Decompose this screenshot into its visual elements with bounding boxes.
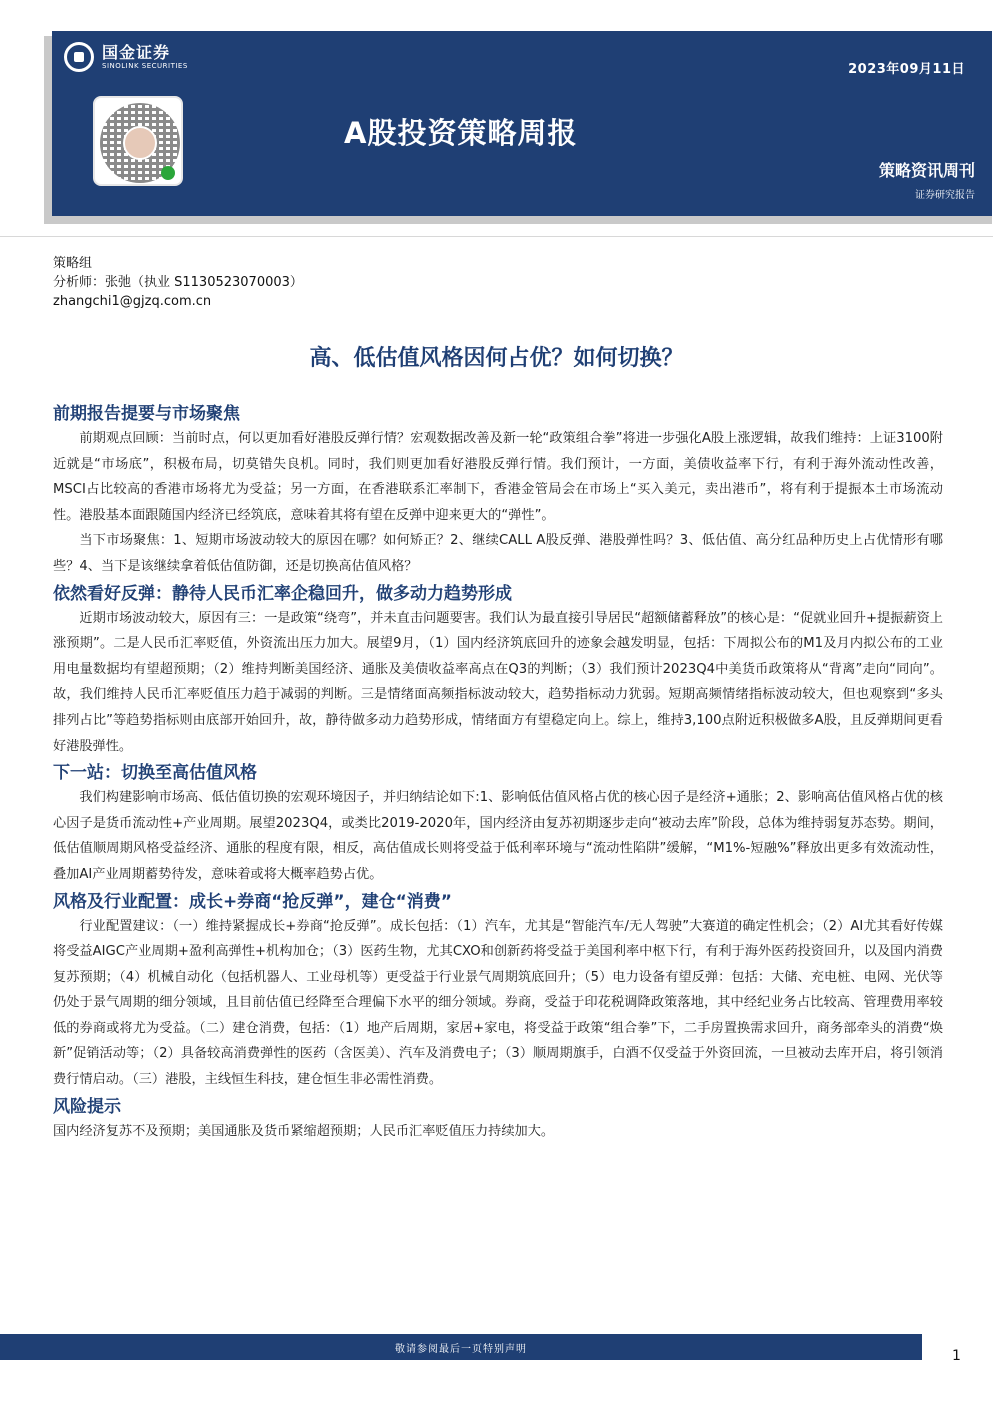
paragraph: 我们构建影响市场高、低估值切换的宏观环境因子，并归纳结论如下:1、影响低估值风格占优的核心因子是经济+通胀；2、影响高估值风格占优的核心因子是货币流动性+产业周期。展望2023Q4，或类比2019-2020年，国内经济由复苏初期逐步走向“被动去库”阶段，总体为维持弱复苏态势。期间，低估值顺周期风格受益经济、通胀的程度有限，相反，高估值成长则将受益于低利率环境与“流动性陷阱”缓解，“M1%-短融%”释放出更多有效流动性，叠加AI产业周期蓄势待发，意味着或将大概率趋势占优。 bbox=[53, 790, 943, 882]
section-heading-allocation: 风格及行业配置：成长+券商“抢反弹”，建仓“消费” bbox=[53, 891, 452, 912]
author-email[interactable]: zhangchi1@gjzq.com.cn bbox=[53, 294, 212, 309]
paragraph: 前期观点回顾：当前时点，何以更加看好港股反弹行情？宏观数据改善及新一轮“政策组合拳”将进一步强化A股上涨逻辑，故我们维持：上证3100附近就是“市场底”，积极布局，切莫错失良机。同时，我们则更加看好港股反弹行情。我们预计，一方面，美债收益率下行，有利于海外流动性改善，MSCI占比较高的香港市场将尤为受益；另一方面，在香港联系汇率制下，香港金管局会在市场上“买入美元，卖出港币”，将有利于提振本土市场流动性。港股基本面跟随国内经济已经筑底，意味着其将有望在反弹中迎来更大的“弹性”。 bbox=[53, 431, 943, 523]
report-date: 2023年09月11日 bbox=[848, 62, 965, 77]
paragraph: 近期市场波动较大，原因有三：一是政策“绕弯”，并未直击问题要害。我们认为最直接引导居民“超额储蓄释放”的核心是：“促就业回升+提振薪资上涨预期”。二是人民币汇率贬值，外资流出压力加大。展望9月，（1）国内经济筑底回升的迹象会越发明显，包括：下周拟公布的M1及月内拟公布的工业用电量数据均有望超预期；（2）维持判断美国经济、通胀及美债收益率高点在Q3的判断；（3）我们预计2023Q4中美货币政策将从“背离”走向“同向”。故，我们维持人民币汇率贬值压力趋于减弱的判断。三是情绪面高频指标波动较大，趋势指标动力犹弱。短期高频情绪指标波动较大，但也观察到“多头排列占比”等趋势指标则由底部开始回升，故，静待做多动力趋势形成，情绪面方有望稳定向上。综上，维持3,100点附近积极做多A股，且反弹期间更看好港股弹性。 bbox=[53, 610, 943, 754]
paragraph: 行业配置建议：（一）维持紧握成长+券商“抢反弹”。成长包括：（1）汽车，尤其是“智能汽车/无人驾驶”大赛道的确定性机会；（2）AI尤其看好传媒将受益AIGC产业周期+盈利高弹性+机构加仓；（3）医药生物，尤其CXO和创新药将受益于美国利率中枢下行，有利于海外医药投资回升，以及国内消费复苏预期；（4）机械自动化（包括机器人、工业母机等）更受益于行业景气周期筑底回升；（5）电力设备有望反弹：包括：大储、充电桩、电网、光伏等仍处于景气周期的细分领域，且目前估值已经降至合理偏下水平的细分领域。券商，受益于印花税调降政策落地，其中经纪业务占比较高、管理费用率较低的券商或将尤为受益。（二）建仓消费，包括：（1）地产后周期，家居+家电，将受益于政策“组合拳”下，二手房置换需求回升，商务部牵头的消费“焕新”促销活动等；（2）具备较高消费弹性的医药（含医美）、汽车及消费电子；（3）顺周期旗手，白酒不仅受益于外资回流，一旦被动去库开启，将引领消费行情启动。（三）港股，主线恒生科技，建仓恒生非必需性消费。 bbox=[53, 918, 943, 1088]
report-type: 策略资讯周刊 bbox=[878, 161, 975, 180]
report-body bbox=[53, 400, 943, 1144]
page-number: 1 bbox=[952, 1348, 961, 1364]
divider bbox=[0, 236, 993, 237]
section-heading-summary: 前期报告提要与市场聚焦 bbox=[53, 404, 240, 424]
qr-center-logo-icon bbox=[123, 126, 157, 160]
logo-mark-icon bbox=[64, 42, 94, 72]
logo-name-en: SINOLINK SECURITIES bbox=[102, 61, 188, 70]
section-heading-next-stop: 下一站：切换至高估值风格 bbox=[53, 763, 257, 784]
wechat-badge-icon bbox=[161, 166, 175, 180]
logo-name-cn: 国金证券 bbox=[102, 42, 171, 62]
footer-disclaimer: 敬请参阅最后一页特别声明 bbox=[395, 1344, 527, 1355]
author-analyst: 分析师：张弛（执业 S1130523070003） bbox=[53, 275, 303, 290]
section-heading-risk: 风险提示 bbox=[53, 1096, 121, 1117]
paragraph: 当下市场聚焦：1、短期市场波动较大的原因在哪？如何矫正？2、继续CALL A股反弹、港股弹性吗？3、低估值、高分红品种历史上占优情形有哪些？4、当下是该继续拿着低估值防御，还是切换高估值风格？ bbox=[53, 533, 943, 574]
qr-code bbox=[93, 96, 183, 186]
company-logo bbox=[64, 42, 188, 72]
paragraph: 国内经济复苏不及预期；美国通胀及货币紧缩超预期；人民币汇率贬值压力持续加大。 bbox=[53, 1123, 555, 1139]
author-group: 策略组 bbox=[53, 256, 93, 271]
section-heading-rebound: 依然看好反弹：静待人民币汇率企稳回升，做多动力趋势形成 bbox=[53, 583, 512, 604]
report-series-title: A股投资策略周报 bbox=[344, 116, 578, 150]
report-category: 证券研究报告 bbox=[915, 190, 975, 201]
page-title: 高、低估值风格因何占优？如何切换？ bbox=[309, 346, 684, 371]
author-block bbox=[53, 254, 303, 311]
